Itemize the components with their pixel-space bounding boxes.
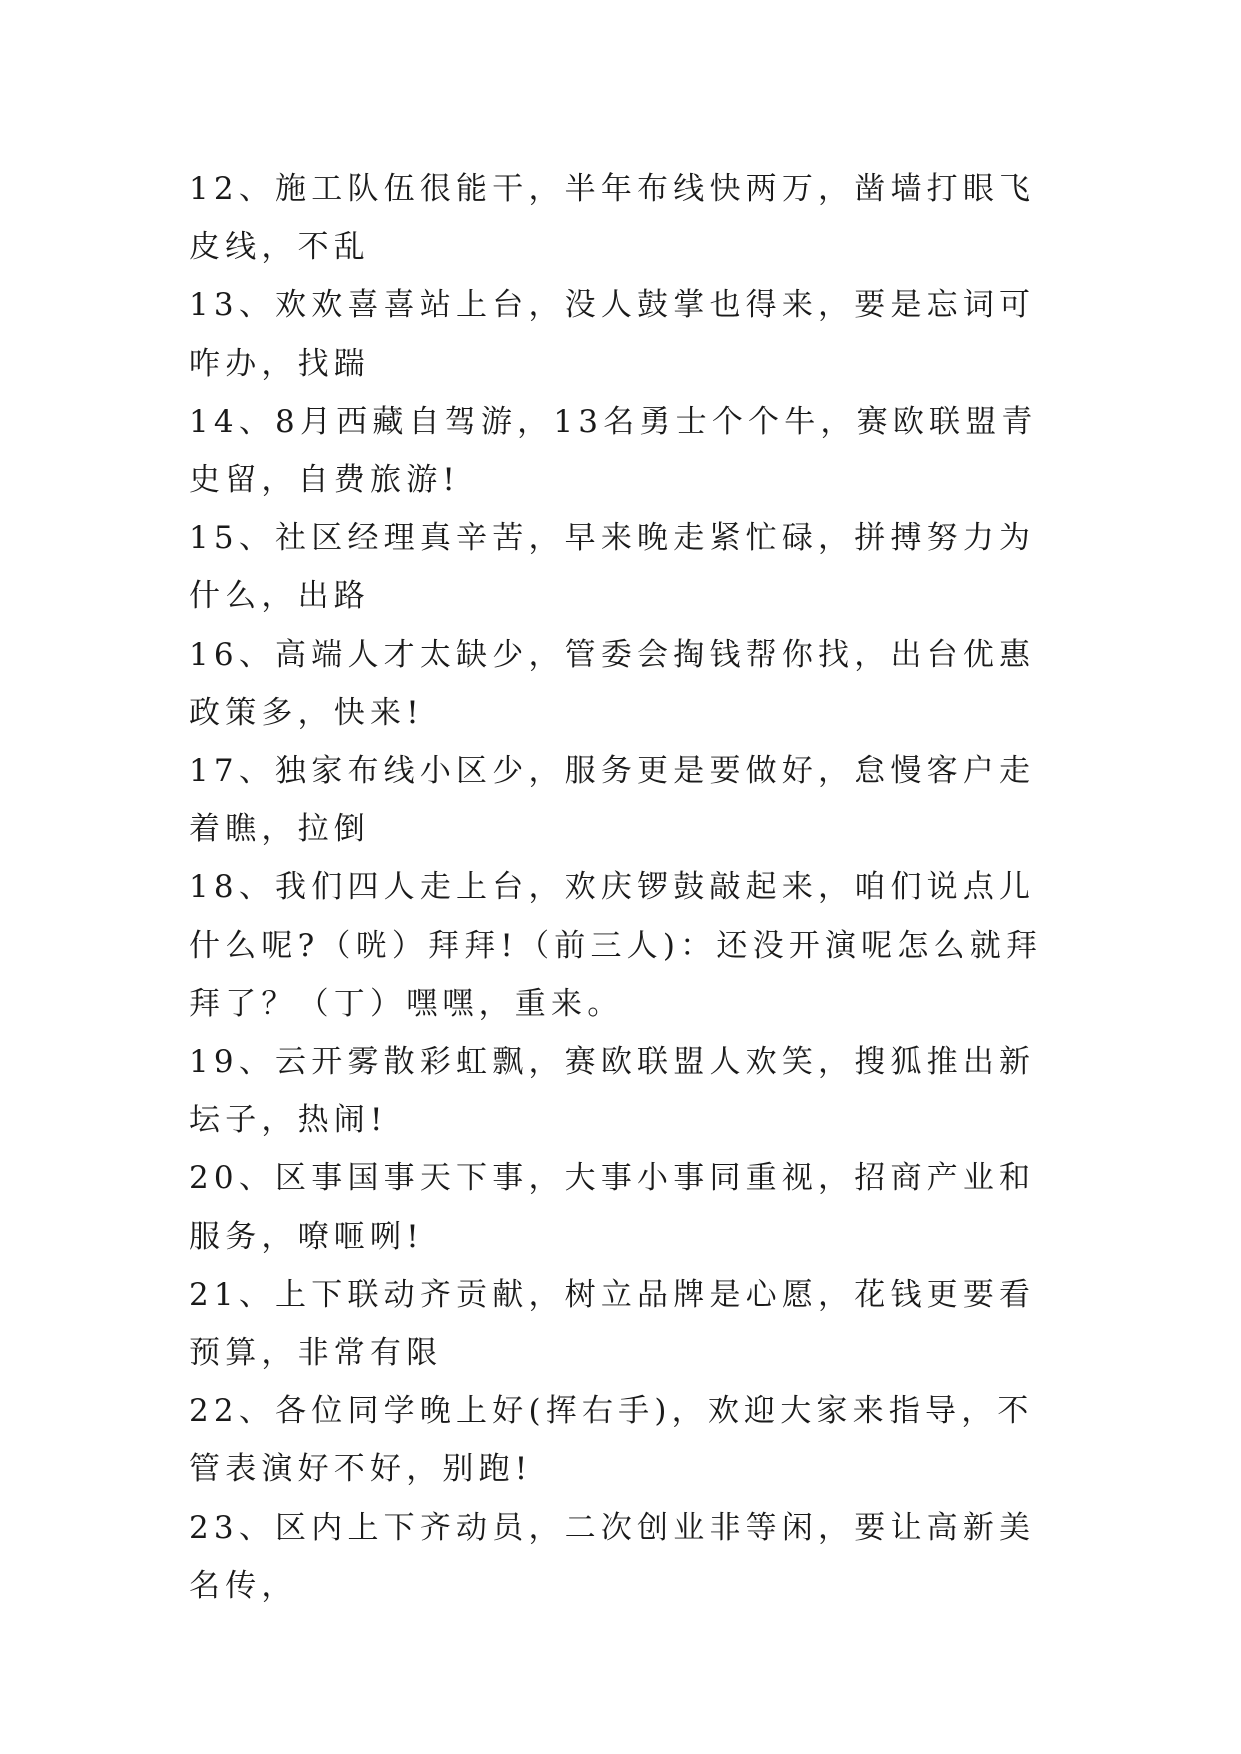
paragraph-14: 14、8月西藏自驾游，13名勇士个个牛，赛欧联盟青史留，自费旅游! [189,403,1038,499]
paragraph-19: 19、云开雾散彩虹飘，赛欧联盟人欢笑，搜狐推出新坛子，热闹! [189,1044,1036,1139]
paragraph-21: 21、上下联动齐贡献，树立品牌是心愿，花钱更要看预算，非常有限 [189,1276,1036,1372]
paragraph-15: 15、社区经理真辛苦，早来晚走紧忙碌，拼搏努力为什么，出路 [189,520,1036,615]
paragraph-17: 17、独家布线小区少，服务更是要做好，怠慢客户走着瞧，拉倒 [189,753,1036,848]
document-body [189,160,1069,1615]
paragraph-13: 13、欢欢喜喜站上台，没人鼓掌也得来，要是忘词可咋办，找踹 [189,287,1036,382]
paragraph-16: 16、高端人才太缺少，管委会掏钱帮你找，出台优惠政策多，快来! [189,636,1036,731]
paragraph-22: 22、各位同学晚上好(挥右手)，欢迎大家来指导，不管表演好不好，别跑! [189,1393,1034,1488]
paragraph-12: 12、施工队伍很能干，半年布线快两万，凿墙打眼飞皮线，不乱 [189,171,1036,266]
paragraph-20: 20、区事国事天下事，大事小事同重视，招商产业和服务，嘹咂咧! [189,1160,1036,1255]
paragraph-18: 18、我们四人走上台，欢庆锣鼓敲起来，咱们说点儿什么呢?（咣）拜拜!（前三人)：还没开演呢怎么就拜拜了？（丁）嘿嘿，重来。 [189,869,1043,1022]
paragraph-23: 23、区内上下齐动员，二次创业非等闲，要让高新美名传， [189,1509,1036,1604]
